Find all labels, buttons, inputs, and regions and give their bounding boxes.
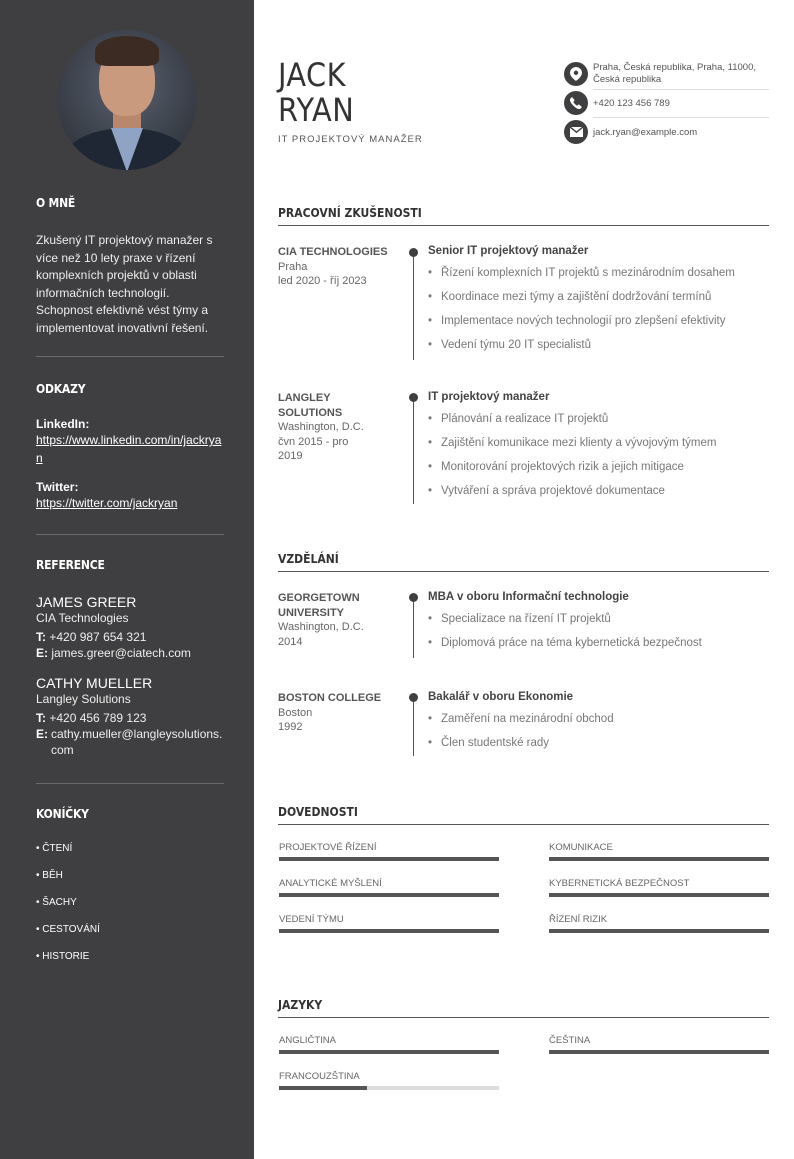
list-item: • Zajištění komunikace mezi klienty a vývojovým týmem: [428, 436, 769, 450]
skill-item: KYBERNETICKÁ BEZPEČNOST: [549, 878, 769, 897]
skills-heading: DOVEDNOSTI: [278, 805, 769, 825]
contact-phone: +420 123 456 789: [564, 91, 769, 119]
list-item: • Vytváření a správa projektové dokumentace: [428, 484, 769, 498]
timeline-line: [413, 396, 414, 504]
list-item: • Zaměření na mezinárodní obchod: [428, 712, 769, 726]
hobby-item: • HISTORIE: [36, 951, 90, 962]
skill-item: PROJEKTOVÉ ŘÍZENÍ: [279, 842, 499, 861]
list-item: • Monitorování projektových rizik a jejich mitigace: [428, 460, 769, 474]
links-heading: ODKAZY: [36, 382, 86, 396]
reference-name: CATHY MUELLER: [36, 675, 153, 691]
location-pin-icon: [564, 62, 588, 86]
envelope-icon: [564, 120, 588, 144]
education-heading: VZDĚLÁNÍ: [278, 552, 769, 572]
reference-email: E: cathy.mueller@langleysolutions.com: [36, 727, 223, 757]
profile-photo: [57, 30, 197, 170]
languages-heading: JAZYKY: [278, 998, 769, 1018]
education-meta: GEORGETOWN UNIVERSITY Washington, D.C. 2014: [278, 592, 364, 648]
full-name: JACK RYAN: [278, 56, 355, 129]
list-item: • Člen studentské rady: [428, 736, 769, 750]
contact-address: Praha, Česká republika, Praha, 11000, Česká republika: [564, 62, 769, 90]
experience-meta: LANGLEY SOLUTIONS Washington, D.C. čvn 2015 - pro 2019: [278, 392, 364, 462]
timeline-dot: [409, 248, 418, 257]
hobbies-list: [36, 843, 224, 978]
twitter-link[interactable]: https://twitter.com/jackryan: [36, 496, 178, 510]
timeline-line: [413, 596, 414, 658]
reference-name: JAMES GREER: [36, 594, 137, 610]
skill-item: VEDENÍ TÝMU: [279, 914, 499, 933]
about-text: Zkušený IT projektový manažer s více než 10 lety praxe v řízení komplexních projektů v oblasti informačních technologií. Schopnost efektivně vést týmy a implementovat inovativní řešení.: [36, 233, 213, 335]
experience-meta: CIA TECHNOLOGIES Praha led 2020 - říj 2023: [278, 246, 388, 287]
job-role: IT projektový manažer: [428, 391, 550, 403]
reference-item: [36, 675, 224, 758]
sidebar-divider: [36, 534, 224, 535]
linkedin-label: LinkedIn:: [36, 417, 90, 431]
language-item: ČEŠTINA: [549, 1035, 769, 1054]
reference-item: [36, 594, 224, 661]
skill-item: KOMUNIKACE: [549, 842, 769, 861]
references-section: [36, 558, 224, 572]
education-entry: [428, 691, 769, 760]
twitter-label: Twitter:: [36, 480, 79, 494]
sidebar-divider: [36, 783, 224, 784]
list-item: • Řízení komplexních IT projektů s mezinárodním dosahem: [428, 266, 769, 280]
hobbies-section: [36, 807, 224, 821]
language-item: ANGLIČTINA: [279, 1035, 499, 1054]
hobby-item: • BĚH: [36, 870, 63, 881]
hobbies-heading: KONÍČKY: [36, 807, 89, 821]
education-meta: BOSTON COLLEGE Boston 1992: [278, 692, 382, 733]
reference-phone: T: +420 987 654 321: [36, 630, 147, 644]
list-item: • Vedení týmu 20 IT specialistů: [428, 338, 769, 352]
experience-entry: [428, 245, 769, 362]
reference-email: E: james.greer@ciatech.com: [36, 646, 191, 660]
language-item: FRANCOUZŠTINA: [279, 1071, 499, 1090]
skill-item: ŘÍZENÍ RIZIK: [549, 914, 769, 933]
degree: MBA v oboru Informační technologie: [428, 591, 629, 603]
degree: Bakalář v oboru Ekonomie: [428, 691, 574, 703]
education-entry: [428, 591, 769, 660]
experience-heading: PRACOVNÍ ZKUŠENOSTI: [278, 206, 769, 226]
list-item: • Diplomová práce na téma kybernetická bezpečnost: [428, 636, 769, 650]
phone-icon: [564, 91, 588, 115]
timeline-dot: [409, 393, 418, 402]
links-section: [36, 382, 224, 396]
about-heading: O MNĚ: [36, 196, 76, 210]
list-item: • Implementace nových technologií pro zlepšení efektivity: [428, 314, 769, 328]
list-item: • Specializace na řízení IT projektů: [428, 612, 769, 626]
list-item: • Koordinace mezi týmy a zajištění dodržování termínů: [428, 290, 769, 304]
timeline-line: [413, 696, 414, 756]
sidebar: [0, 0, 254, 1159]
linkedin-link[interactable]: https://www.linkedin.com/in/jackryan: [36, 433, 222, 465]
job-role: Senior IT projektový manažer: [428, 245, 589, 257]
hobby-item: • ŠACHY: [36, 897, 77, 908]
reference-company: Langley Solutions: [36, 692, 131, 706]
skill-item: ANALYTICKÉ MYŠLENÍ: [279, 878, 499, 897]
reference-company: CIA Technologies: [36, 611, 129, 625]
hobby-item: • ČTENÍ: [36, 843, 73, 854]
timeline-line: [413, 250, 414, 360]
list-item: • Plánování a realizace IT projektů: [428, 412, 769, 426]
hobby-item: • CESTOVÁNÍ: [36, 924, 100, 935]
about-section: [36, 196, 224, 210]
references-heading: REFERENCE: [36, 558, 105, 572]
job-title: IT PROJEKTOVÝ MANAŽER: [278, 134, 423, 145]
timeline-dot: [409, 593, 418, 602]
contact-email: jack.ryan@example.com: [564, 120, 769, 146]
experience-entry: [428, 391, 769, 508]
timeline-dot: [409, 693, 418, 702]
sidebar-divider: [36, 356, 224, 357]
reference-phone: T: +420 456 789 123: [36, 711, 147, 725]
